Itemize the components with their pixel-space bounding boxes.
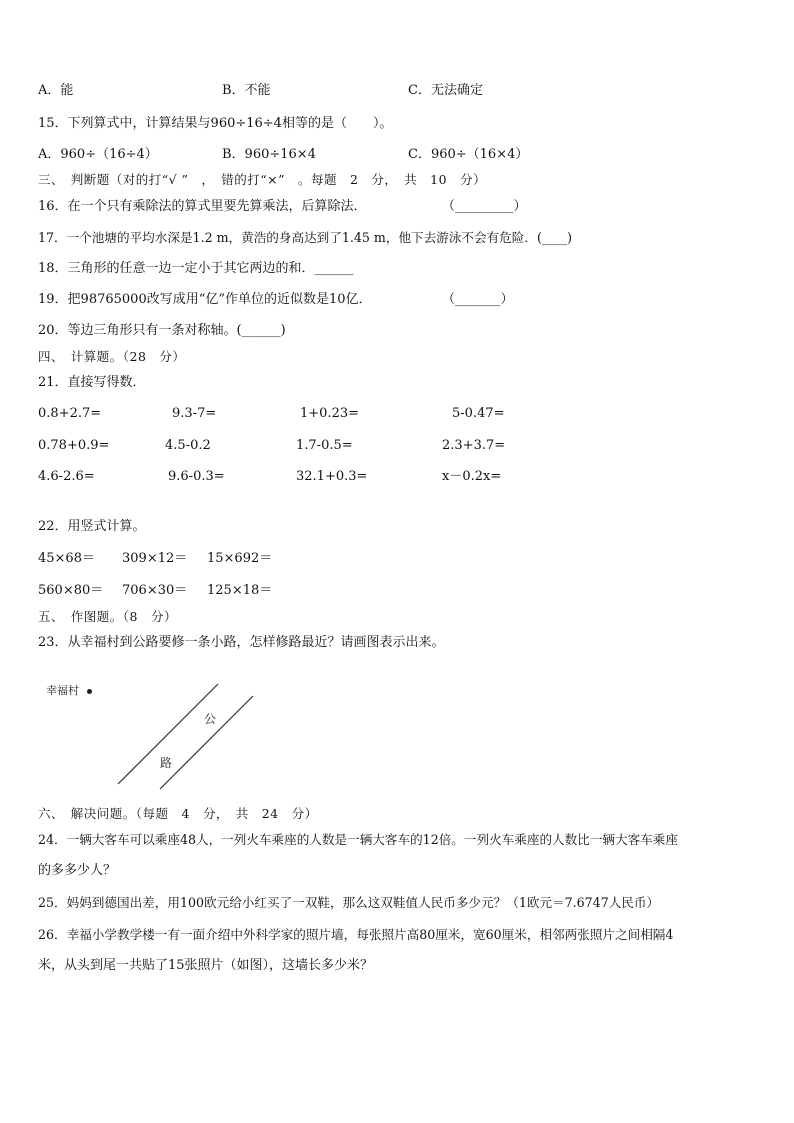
q15-stem: 15．下列算式中，计算结果与960÷16÷4相等的是（ ）。 <box>38 116 393 131</box>
q21-item: 9.3-7= <box>172 406 217 421</box>
q23-stem: 23．从幸福村到公路要修一条小路，怎样修路最近？请画图表示出来。 <box>38 635 445 650</box>
q14-option-b: B．不能 <box>222 83 271 98</box>
q21-item: 32.1+0.3= <box>296 469 368 484</box>
road-label-1: 公 <box>204 712 217 726</box>
q22-item: 560×80＝ <box>38 583 104 598</box>
section-3-heading: 三、 判断题（对的打“√ ” ， 错的打“×” 。每题 2 分， 共 10 分） <box>38 172 487 187</box>
q21-item: 5-0.47= <box>452 406 505 421</box>
q25-text: 25．妈妈到德国出差，用100欧元给小红买了一双鞋，那么这双鞋值人民币多少元？（1欧元＝7.6747人民币） <box>38 895 660 910</box>
q21-item: 2.3+3.7= <box>442 438 506 453</box>
q19-answer-blank: （_______） <box>442 292 514 307</box>
q15-option-b: B．960÷16×4 <box>222 147 316 162</box>
q21-item: x－0.2x= <box>442 469 502 484</box>
q24-line-2: 的多多少人？ <box>38 863 117 878</box>
q21-item: 1+0.23= <box>300 406 360 421</box>
q16-answer-blank: （_________） <box>442 199 527 214</box>
q24-line-1: 24．一辆大客车可以乘座48人，一列火车乘座的人数是一辆大客车的12倍。一列火车乘座的人数比一辆大客车乘座 <box>38 832 678 847</box>
q26-line-1: 26．幸福小学教学楼一有一面介绍中外科学家的照片墙，每张照片高80厘米，宽60厘米，相邻两张照片之间相隔4 <box>38 927 674 942</box>
q22-item: 706×30＝ <box>122 583 188 598</box>
q18-text: 18．三角形的任意一边一定小于其它两边的和．______ <box>38 261 354 276</box>
section-5-heading: 五、 作图题。（8 分） <box>38 609 177 624</box>
village-name: 幸福村 <box>46 684 79 697</box>
q22-item: 45×68＝ <box>38 551 95 566</box>
q21-item: 0.78+0.9= <box>38 438 110 453</box>
q21-item: 4.5-0.2 <box>165 438 211 453</box>
q26-line-2: 米，从头到尾一共贴了15张照片（如图），这墙长多少米？ <box>38 958 374 973</box>
q17-text: 17．一个池塘的平均水深是1.2 m，黄浩的身高达到了1.45 m，他下去游泳不会有危险．(____) <box>38 230 572 245</box>
road-label-2: 路 <box>160 756 173 770</box>
q14-option-a: A．能 <box>38 83 74 98</box>
road-lines <box>38 674 338 794</box>
q15-option-c: C．960÷（16×4） <box>408 147 529 162</box>
q21-item: 4.6-2.6= <box>38 469 95 484</box>
q20-text: 20．等边三角形只有一条对称轴。(______) <box>38 323 286 338</box>
q23-figure <box>38 674 338 794</box>
q14-option-c: C．无法确定 <box>408 83 483 98</box>
q22-item: 15×692＝ <box>207 551 273 566</box>
q15-option-a: A．960÷（16÷4） <box>38 147 158 162</box>
q21-item: 1.7-0.5= <box>296 438 353 453</box>
q22-item: 309×12＝ <box>122 551 188 566</box>
q22-item: 125×18＝ <box>207 583 273 598</box>
q21-item: 9.6-0.3= <box>168 469 225 484</box>
section-4-heading: 四、 计算题。（28 分） <box>38 349 186 364</box>
section-6-heading: 六、 解决问题。（每题 4 分， 共 24 分） <box>38 806 318 821</box>
q21-item: 0.8+2.7= <box>38 406 102 421</box>
q22-stem: 22．用竖式计算。 <box>38 519 146 534</box>
q21-stem: 21．直接写得数． <box>38 375 146 390</box>
q16-text: 16．在一个只有乘除法的算式里要先算乘法，后算除法． <box>38 199 367 214</box>
q19-text: 19．把98765000改写成用“亿”作单位的近似数是10亿． <box>38 292 372 307</box>
